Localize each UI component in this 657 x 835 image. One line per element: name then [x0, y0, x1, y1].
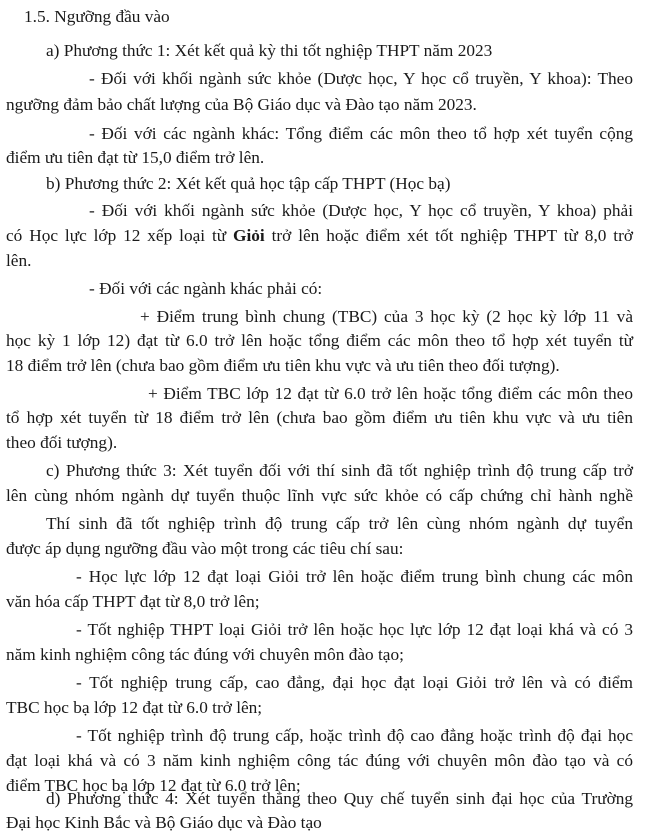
text-run: có Học lực lớp 12 xếp loại từ — [6, 226, 234, 245]
paragraph-line: - Tốt nghiệp trung cấp, cao đẳng, đại học đạt loại Giỏi trở lên và có điểm — [76, 673, 633, 692]
paragraph-line: + Điểm trung bình chung (TBC) của 3 học kỳ (2 học kỳ lớp 11 và — [140, 307, 633, 326]
paragraph-line: 18 điểm trở lên (chưa bao gồm điểm ưu tiên khu vực và ưu tiên theo đối tượng). — [6, 356, 560, 375]
paragraph-line: - Đối với các ngành khác: Tổng điểm các môn theo tổ hợp xét tuyển cộng — [89, 124, 633, 143]
paragraph-line: điểm TBC học bạ lớp 12 đạt từ 6.0 trở lên; — [6, 776, 301, 795]
method-4-heading: d) Phương thức 4: Xét tuyển thẳng theo Quy chế tuyển sinh đại học của Trường — [46, 789, 633, 808]
paragraph-line: năm kinh nghiệm công tác đúng với chuyên môn đào tạo; — [6, 645, 404, 664]
paragraph-line: học kỳ 1 lớp 12) đạt từ 6.0 trở lên hoặc tổng điểm các môn theo tổ hợp xét tuyển từ — [6, 331, 633, 350]
paragraph-line: + Điểm TBC lớp 12 đạt từ 6.0 trở lên hoặc tổng điểm các môn theo — [148, 384, 633, 403]
paragraph-line: đạt loại khá và có 3 năm kinh nghiệm công tác đúng với chuyên môn đào tạo và có — [6, 751, 633, 770]
method-2-heading: b) Phương thức 2: Xét kết quả học tập cấp THPT (Học bạ) — [46, 174, 451, 193]
text-run: trở lên hoặc điểm xét tốt nghiệp THPT từ 8,0 trở — [264, 226, 633, 245]
method-3-heading: c) Phương thức 3: Xét tuyển đối với thí sinh đã tốt nghiệp trình độ trung cấp trở — [46, 461, 633, 480]
paragraph-line: lên. — [6, 251, 32, 270]
paragraph-line: - Đối với khối ngành sức khỏe (Dược học, Y học cổ truyền, Y khoa): Theo — [89, 69, 633, 88]
paragraph-line: ngưỡng đảm bảo chất lượng của Bộ Giáo dục và Đào tạo năm 2023. — [6, 95, 477, 114]
paragraph-line: - Đối với các ngành khác phải có: — [89, 279, 323, 298]
paragraph-line: lên cùng nhóm ngành dự tuyển thuộc lĩnh vực sức khỏe có cấp chứng chỉ hành nghề — [6, 486, 633, 505]
section-heading: 1.5. Ngưỡng đầu vào — [24, 7, 170, 26]
method-1-heading: a) Phương thức 1: Xét kết quả kỳ thi tốt nghiệp THPT năm 2023 — [46, 41, 493, 60]
paragraph-line: Thí sinh đã tốt nghiệp trình độ trung cấp trở lên cùng nhóm ngành dự tuyển — [46, 514, 633, 533]
paragraph-line: điểm ưu tiên đạt từ 15,0 điểm trở lên. — [6, 148, 265, 167]
paragraph-line — [6, 225, 633, 247]
paragraph-line: Đại học Kinh Bắc và Bộ Giáo dục và Đào tạo — [6, 813, 322, 832]
paragraph-line: được áp dụng ngưỡng đầu vào một trong các tiêu chí sau: — [6, 539, 404, 558]
paragraph-line: tổ hợp xét tuyển từ 18 điểm trở lên (chưa bao gồm điểm ưu tiên khu vực và ưu tiên — [6, 408, 633, 427]
paragraph-line: - Tốt nghiệp THPT loại Giỏi trở lên hoặc học lực lớp 12 đạt loại khá và có 3 — [76, 620, 633, 639]
paragraph-line: theo đối tượng). — [6, 433, 118, 452]
paragraph-line: - Học lực lớp 12 đạt loại Giỏi trở lên hoặc điểm trung bình chung các môn — [76, 567, 633, 586]
paragraph-line: - Đối với khối ngành sức khỏe (Dược học, Y học cổ truyền, Y khoa) phải — [89, 201, 633, 220]
paragraph-line: văn hóa cấp THPT đạt từ 8,0 trở lên; — [6, 592, 260, 611]
paragraph-line: - Tốt nghiệp trình độ trung cấp, hoặc trình độ cao đẳng hoặc trình độ đại học — [76, 726, 633, 745]
paragraph-line: TBC học bạ lớp 12 đạt từ 6.0 trở lên; — [6, 698, 263, 717]
bold-text: Giỏi — [233, 226, 265, 245]
